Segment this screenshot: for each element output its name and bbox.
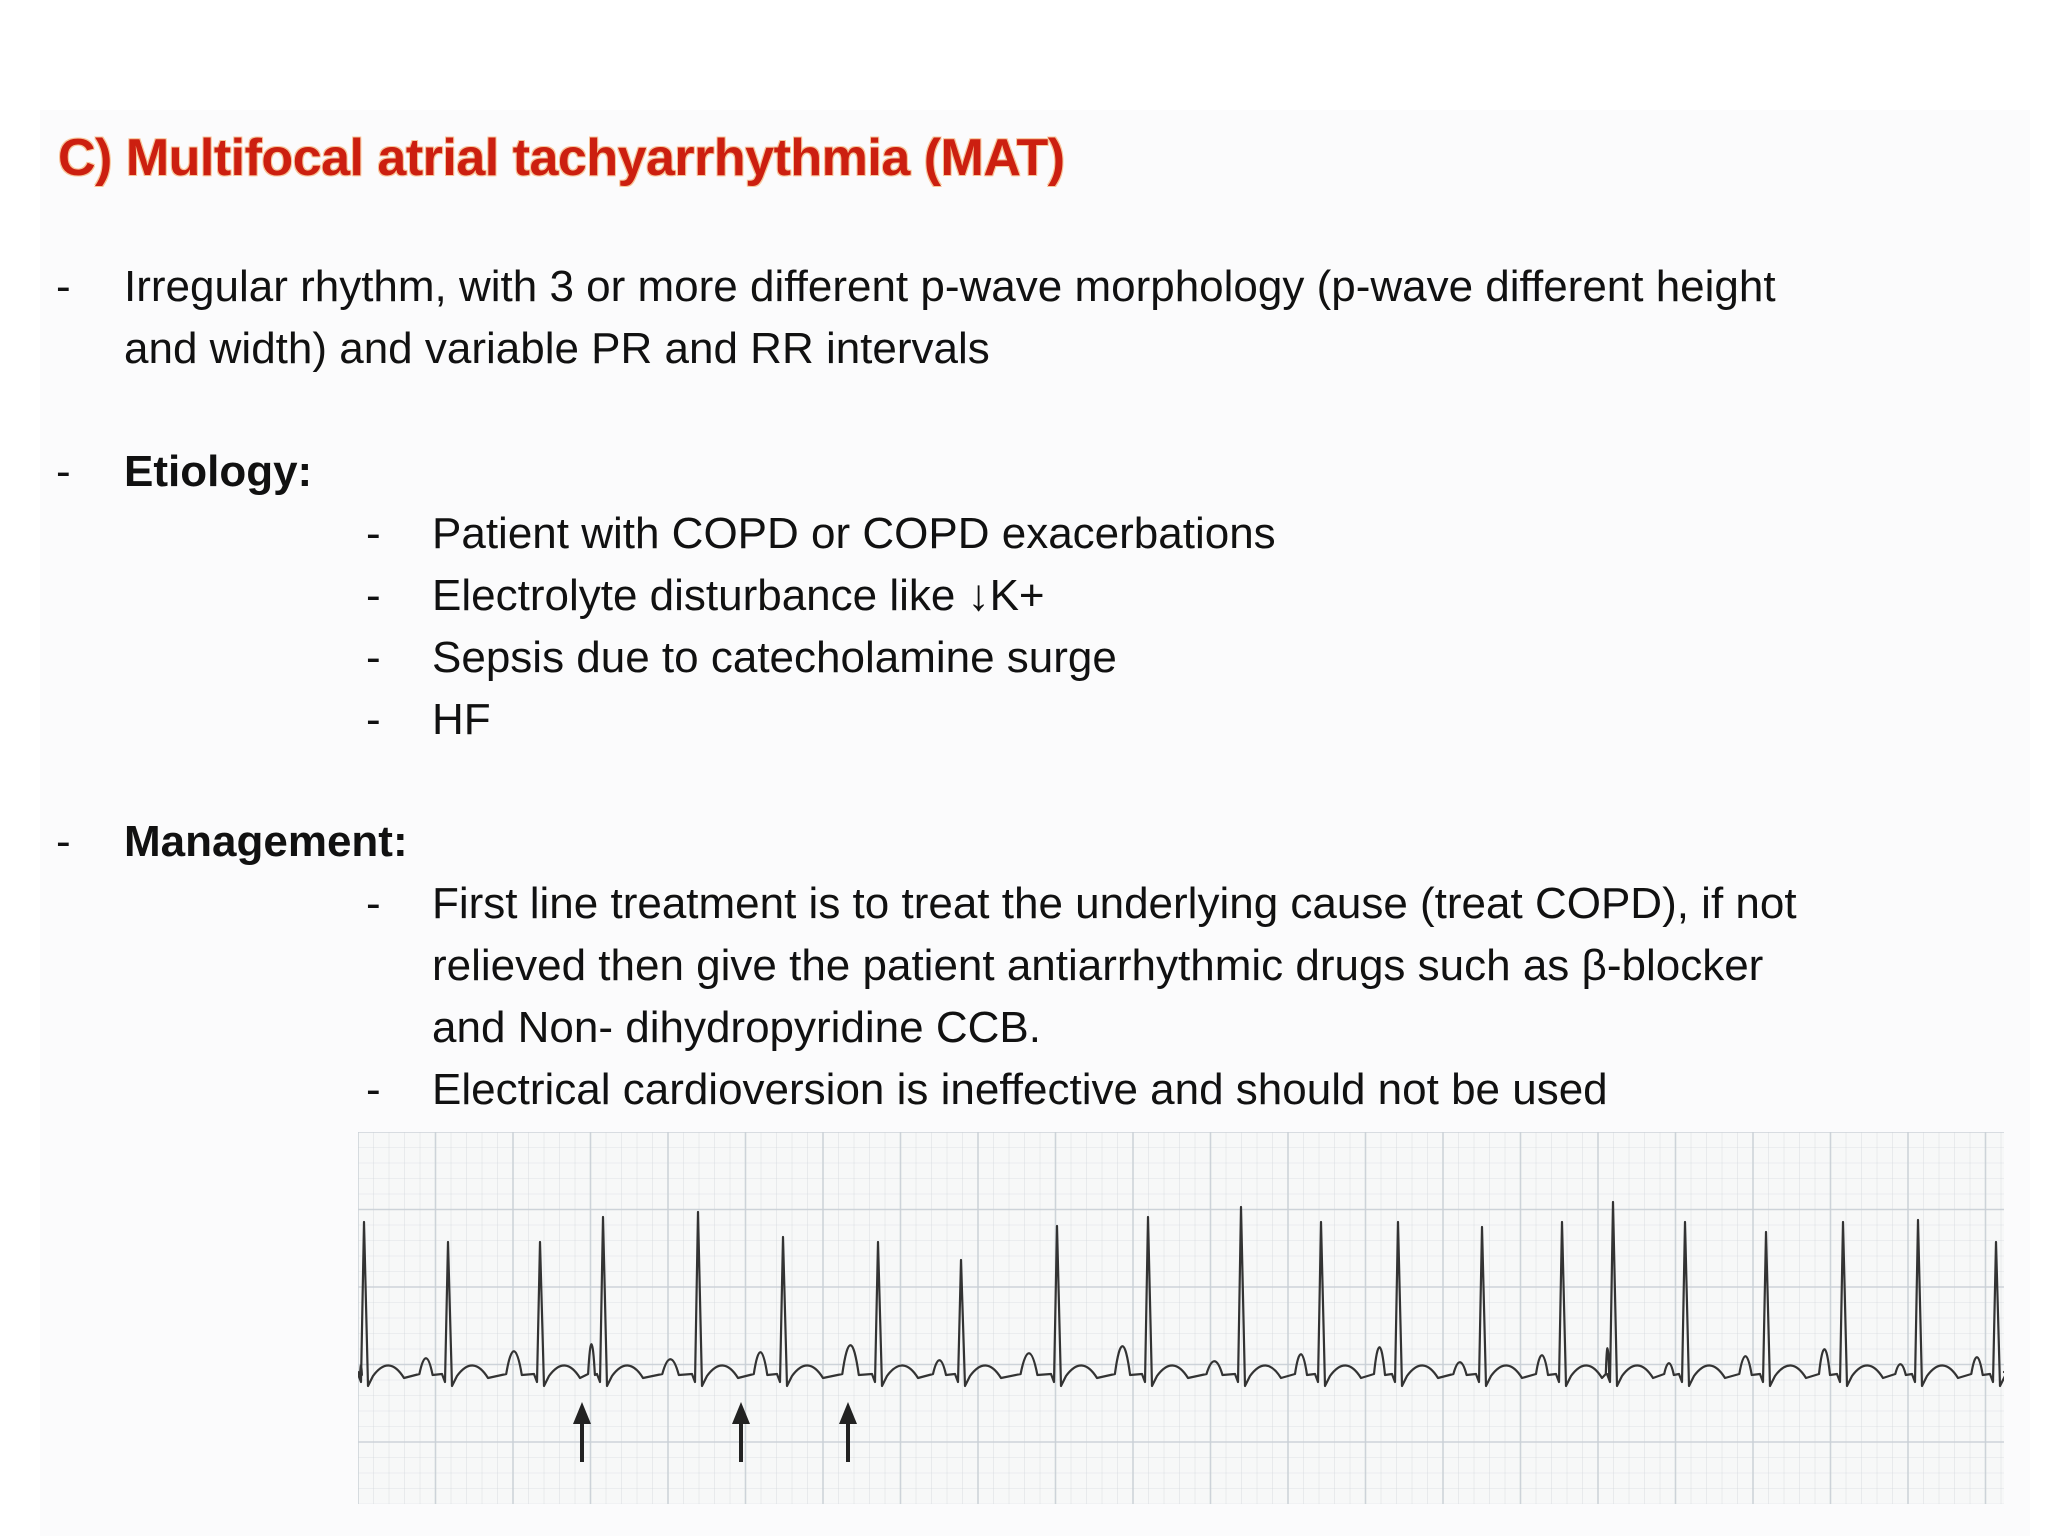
management-item-1-line-3: and Non- dihydropyridine CCB. bbox=[432, 1003, 1041, 1052]
sub-bullet-dash: - bbox=[366, 509, 381, 558]
sub-bullet-dash: - bbox=[366, 571, 381, 620]
ecg-trace bbox=[358, 1202, 2004, 1386]
ecg-strip-graphic bbox=[358, 1132, 2004, 1504]
sub-bullet-dash: - bbox=[366, 1065, 381, 1114]
bullet-dash: - bbox=[56, 262, 71, 311]
ecg-strip-image bbox=[358, 1132, 2004, 1504]
etiology-heading: Etiology: bbox=[124, 447, 313, 496]
intro-line-1: Irregular rhythm, with 3 or more different p-wave morphology (p-wave different height bbox=[124, 262, 1776, 311]
management-item-1-line-1: First line treatment is to treat the underlying cause (treat COPD), if not bbox=[432, 879, 1797, 928]
intro-line-2: and width) and variable PR and RR intervals bbox=[124, 324, 990, 373]
management-heading: Management: bbox=[124, 817, 408, 866]
bullet-dash: - bbox=[56, 447, 71, 496]
etiology-item: Sepsis due to catecholamine surge bbox=[432, 633, 1117, 682]
slide-title: C) Multifocal atrial tachyarrhythmia (MAT) bbox=[58, 129, 1065, 187]
sub-bullet-dash: - bbox=[366, 695, 381, 744]
etiology-item: Electrolyte disturbance like ↓K+ bbox=[432, 571, 1045, 620]
sub-bullet-dash: - bbox=[366, 879, 381, 928]
etiology-item: HF bbox=[432, 695, 491, 744]
sub-bullet-dash: - bbox=[366, 633, 381, 682]
management-item-1-line-2: relieved then give the patient antiarrhythmic drugs such as β-blocker bbox=[432, 941, 1764, 990]
etiology-item: Patient with COPD or COPD exacerbations bbox=[432, 509, 1276, 558]
bullet-dash: - bbox=[56, 817, 71, 866]
management-item-2: Electrical cardioversion is ineffective and should not be used bbox=[432, 1065, 1608, 1114]
